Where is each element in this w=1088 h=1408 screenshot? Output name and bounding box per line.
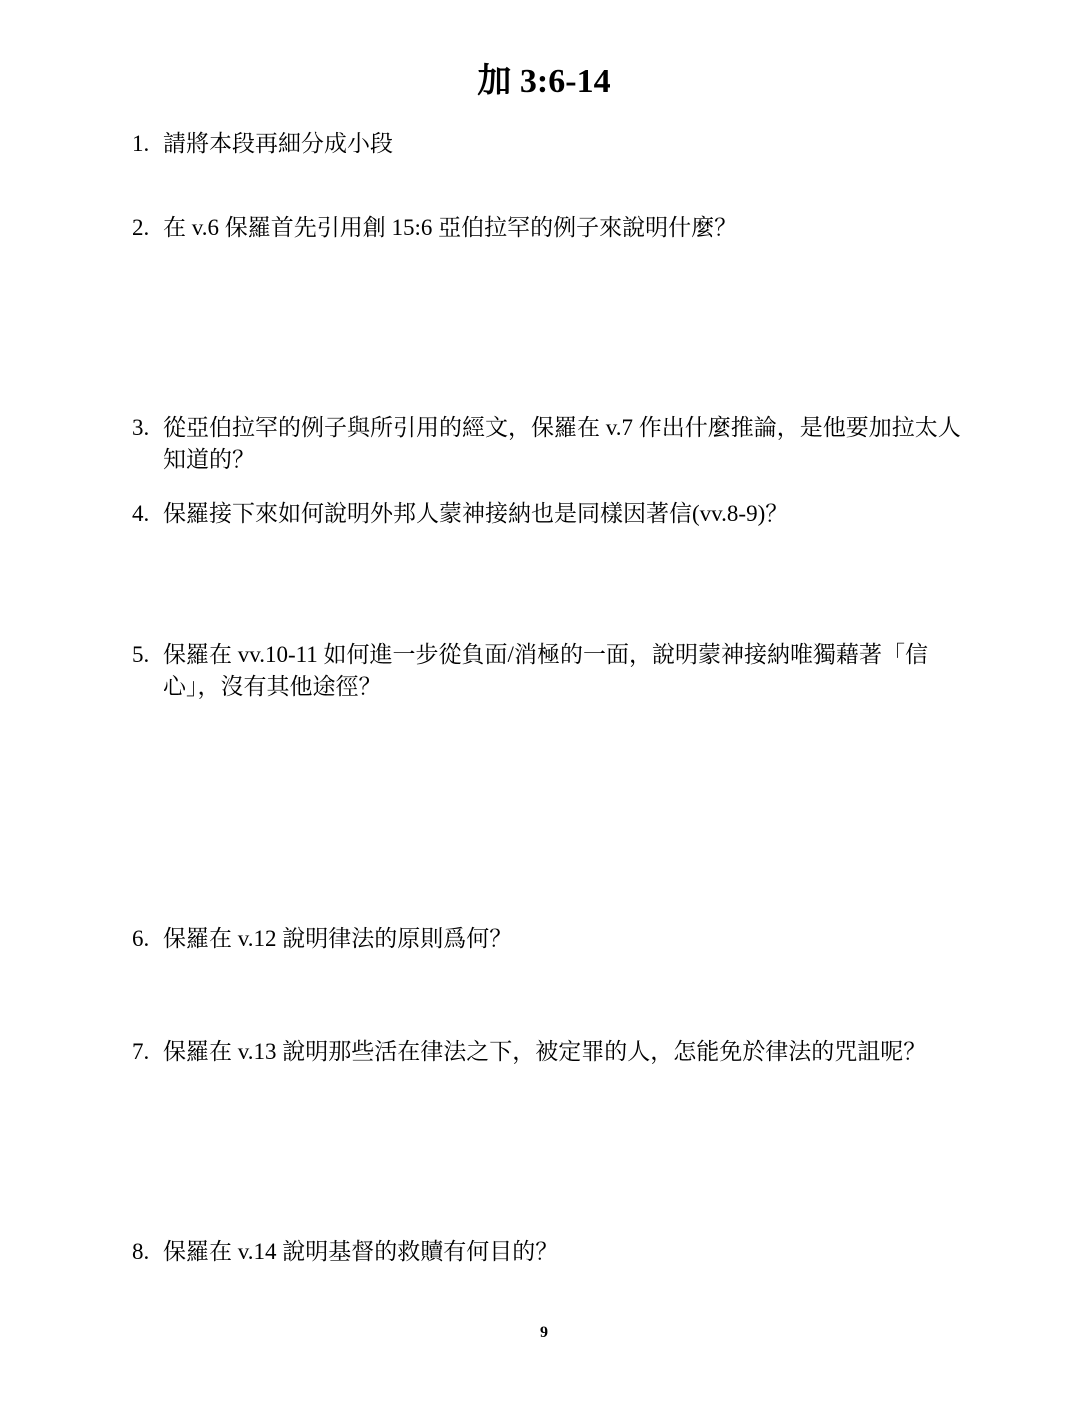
question-6 (132, 923, 962, 955)
question-number: 4. (132, 501, 150, 526)
question-text: 在 v.6 保羅首先引用創 15:6 亞伯拉罕的例子來說明什麼？ (163, 215, 738, 240)
question-text: 從亞伯拉罕的例子與所引用的經文，保羅在 v.7 作出什麼推論，是他要加拉太人知道的？ (163, 415, 961, 472)
question-7 (132, 1036, 962, 1068)
question-number: 2. (132, 215, 150, 240)
question-number: 8. (132, 1239, 150, 1264)
question-4 (132, 498, 962, 530)
question-2 (132, 212, 962, 244)
question-number: 5. (132, 642, 150, 667)
question-5 (132, 639, 962, 703)
question-text: 保羅接下來如何說明外邦人蒙神接納也是同樣因著信(vv.8-9)？ (163, 501, 789, 526)
question-number: 3. (132, 415, 150, 440)
question-number: 7. (132, 1039, 150, 1064)
question-1 (132, 128, 962, 160)
question-text: 請將本段再細分成小段 (163, 131, 393, 156)
question-number: 6. (132, 926, 150, 951)
page-number: 9 (540, 1324, 548, 1341)
question-text: 保羅在 vv.10-11 如何進一步從負面/消極的一面，說明蒙神接納唯獨藉著「信心」，沒有其他途徑？ (163, 642, 928, 699)
question-3 (132, 412, 962, 476)
question-text: 保羅在 v.12 說明律法的原則爲何？ (163, 926, 513, 951)
page-title: 加 3:6-14 (477, 63, 611, 100)
question-number: 1. (132, 131, 150, 156)
question-text: 保羅在 v.14 說明基督的救贖有何目的？ (163, 1239, 559, 1264)
question-8 (132, 1236, 962, 1268)
question-text: 保羅在 v.13 說明那些活在律法之下，被定罪的人，怎能免於律法的咒詛呢？ (163, 1039, 927, 1064)
